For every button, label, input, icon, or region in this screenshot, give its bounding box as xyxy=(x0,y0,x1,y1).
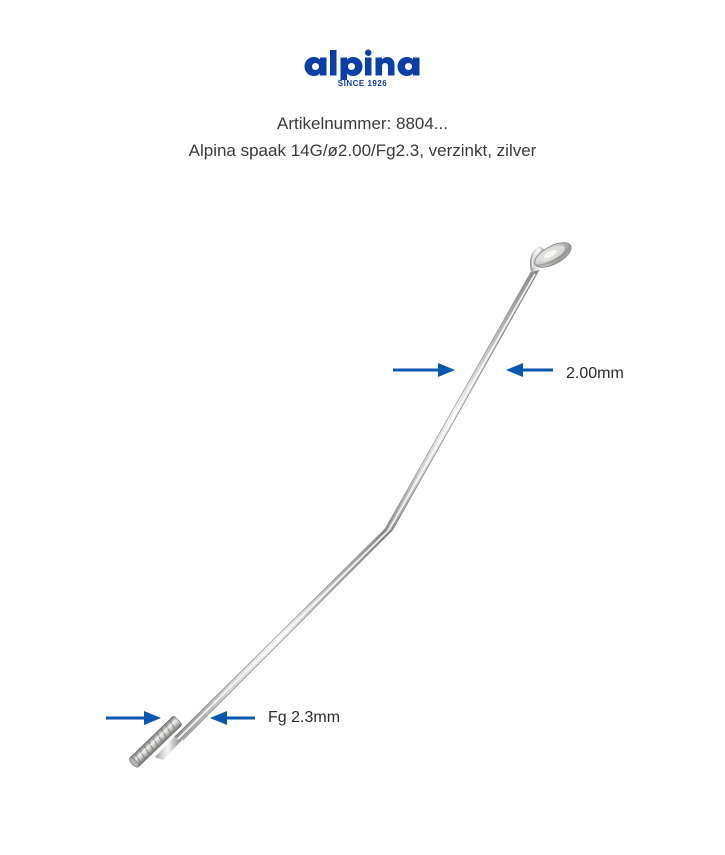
product-description-line: Alpina spaak 14G/ø2.00/Fg2.3, verzinkt, zilver xyxy=(188,141,537,160)
spoke-illustration xyxy=(0,200,725,840)
brand-logo xyxy=(0,48,725,88)
alpina-wordmark-icon xyxy=(303,48,423,82)
article-number-line: Artikelnummer: 8804... xyxy=(276,114,448,133)
annotation-label-diameter: 2.00mm xyxy=(566,365,624,382)
product-image xyxy=(0,200,725,840)
annotation-label-thread: Fg 2.3mm xyxy=(268,709,341,726)
brand-tagline: SINCE 1926 xyxy=(337,79,388,88)
product-title xyxy=(0,110,725,164)
